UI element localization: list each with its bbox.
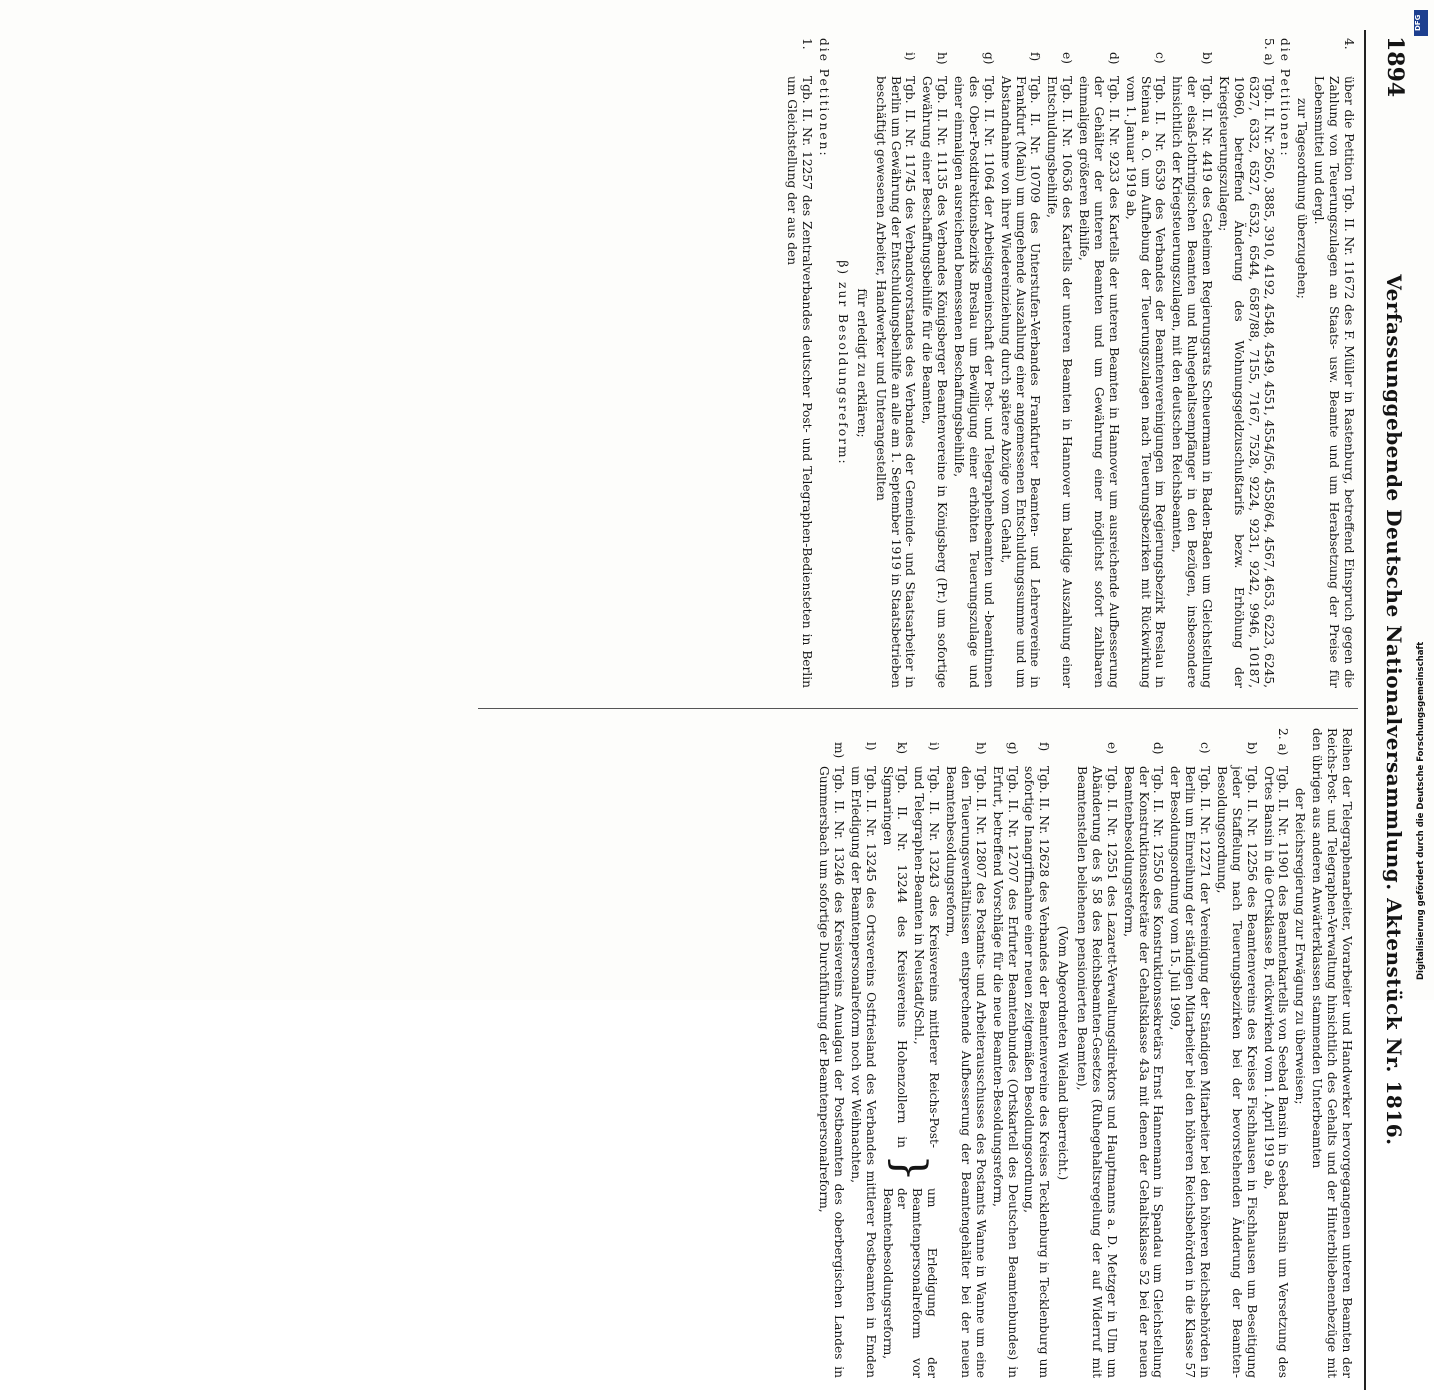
right-column xyxy=(814,728,1356,1378)
item-label: f) xyxy=(1037,742,1052,752)
item-5g xyxy=(951,38,996,688)
item-text: Tgb. II. Nr. 10709 des Unterstufen-Verbandes Frankfurter Beamten- und Lehrervereine in Frankfurt (Main) um umgehende Auszahlung einer angemessenen Entschuldungssumme und um Abstandnahme von ihrer Wiedereinziehung durch spätere Abzüge vom Gehalt, xyxy=(998,76,1043,688)
item-text: Tgb. II. Nr. 12807 des Postamts- und Arbeiterausschusses des Postamts Wanne in Wanne um eine den Teuerungsverhältnissen entsprechende Aufbesserung der Beamtengehälter bei der neuen Beamtenbesoldungsreform, xyxy=(944,766,988,1378)
page-title: Verfassunggebende Deutsche Nationalversammlung. Aktenstück Nr. 1816. xyxy=(1382,274,1406,1146)
item-2h xyxy=(943,728,988,1378)
item-2e xyxy=(1074,728,1119,1378)
continuation-text: Reihen der Telegraphenarbeiter, Vorarbeiter und Handwerker hervorgegangenen unteren Beamten der Reichs-Post- und Telegraphen-Verwaltung hinsichtlich des Gehalts und der Hinterbliebenenbezüge mit den übrigen aus anderen Anwärterklassen stammenden Unterbeamten xyxy=(1310,728,1354,1378)
item-label: m) xyxy=(832,742,846,759)
item-text: Tgb. II. Nr. 13243 des Kreisvereins mittlerer Reichs-Post- und Telegraphen-Beamten in Neustadt/Schl., xyxy=(912,766,942,1148)
item-label: g) xyxy=(1005,742,1020,755)
item-label: c) xyxy=(1153,52,1168,64)
item-label: h) xyxy=(973,742,988,755)
item-1 xyxy=(785,38,815,688)
item-text: Tgb. II. Nr. 10636 des Kartells der unteren Beamten in Hannover um baldige Auszahlung einer Entschuldungsbeihilfe, xyxy=(1045,76,1075,688)
item-2g xyxy=(990,728,1020,1378)
item-2c xyxy=(1168,728,1213,1378)
item-text: Tgb. II. Nr. 2650, 3885, 3910, 4192, 4548, 4549, 4551, 4554/56, 4558/64, 4567, 4653, 6223, 6245, 6327, 6332, 6527, 6532, 6544, 6587/88, 7155, 7167, 7528, 9224, 9231, 9242, 9946, 10187, 10960, betreffend Änderung des Wohnungsgeldzuschußtarifs bezw. Erhöhung der Kriegsteuerungszulagen; xyxy=(1217,76,1276,688)
submission-note: (Vom Abgeordneten Wieland überreicht.) xyxy=(1056,925,1071,1181)
item-text: Tgb. II. Nr. 11901 des Beamtenkartells von Seebad Bansin in Seebad Bansin um Versetzung des Ortes Bansin in die Ortsklasse B, rückwirkend vom 1. April 1919 ab, xyxy=(1261,766,1291,1378)
item-text: Tgb. II. Nr. 13244 des Kreisvereins Hohenzollern in Sigmaringen xyxy=(880,766,910,1148)
item-5c xyxy=(1123,38,1168,688)
item-text: Tgb. II. Nr. 12628 des Verbandes der Beamtenvereine des Kreises Tecklenburg in Tecklenburg um sofortige Inangriffnahme einer neuen zeitgemäßen Besoldungsordnung, xyxy=(1022,766,1052,1378)
item-label: b) xyxy=(1200,52,1215,65)
petitions-intro: die Petitionen: xyxy=(1278,38,1293,158)
item-2d xyxy=(1121,728,1166,1378)
item-label: c) xyxy=(1198,742,1213,754)
item-text: Tgb. II. Nr. 13245 des Ortsvereins Ostfriesland des Verbandes mittlerer Postbeamten in Emden um Erledigung der Beamtenpersonalreform noch vor Weihnachten, xyxy=(848,766,878,1378)
bracketed-group xyxy=(878,728,942,1378)
item-label: i) xyxy=(927,742,942,751)
dfg-logo: DFG xyxy=(1414,10,1428,36)
item-label: e) xyxy=(1104,742,1119,754)
rotated-page-content xyxy=(470,30,1410,1390)
item-text: Tgb. II. Nr. 12271 der Vereinigung der Ständigen Mitarbeiter bei den höheren Reichsbehörden in Berlin um Einreihung der ständigen Mitarbeiter bei den höheren Reichsbehörden in die Klasse 57 der Besoldungsordnung vom 15. Juli 1909, xyxy=(1168,766,1213,1378)
item-text: Tgb. II. Nr. 13246 des Kreisvereins Anualgau der Postbeamten des oberbergischen Landes in Gummersbach um sofortige Durchführung der Beamtenpersonalreform, xyxy=(817,766,846,1378)
item-label: f) xyxy=(1028,52,1043,62)
item-5f xyxy=(998,38,1043,688)
bracket-items xyxy=(878,728,942,1148)
column-divider xyxy=(478,708,1358,709)
item-2k xyxy=(880,728,910,1148)
item-label: 2. a) xyxy=(1276,728,1291,756)
item-text: Tgb. II. Nr. 4419 des Geheimen Regierungsrats Scheuermann in Baden-Baden um Gleichstellung der elsaß-lothringischen Beamten und Ruhegehaltsempfänger in den Bezügen, insbesondere hinsichtlich der Kriegsteuerungszulagen, mit den deutschen Reichsbeamten, xyxy=(1170,76,1215,688)
petitions-intro: die Petitionen: xyxy=(817,38,832,158)
item-5a xyxy=(1216,38,1276,688)
item-text: Tgb. II. Nr. 12257 des Zentralverbandes deutscher Post- und Telegraphen-Bediensteten in Berlin um Gleichstellung der aus den xyxy=(785,76,815,688)
item-label: b) xyxy=(1244,742,1259,755)
item-label: d) xyxy=(1151,742,1166,755)
page-number: 1894 xyxy=(1382,36,1408,98)
item-2f xyxy=(1022,728,1052,1378)
item-label: i) xyxy=(903,52,918,61)
item-2l xyxy=(848,728,878,1378)
item-label: d) xyxy=(1106,52,1121,65)
item-text: Tgb. II. Nr. 9233 des Kartells der unteren Beamten in Hannover um ausreichende Aufbesserung der Gehälter der unteren Beamten und um Gewährung einer möglichst sofort zahlbaren einmaligen größeren Beihilfe, xyxy=(1077,76,1121,688)
bracket-text: um Erledigung der Beamtenpersonalreform vor der Beamtenbesoldungsreform, xyxy=(880,1188,940,1378)
item-text: Tgb. II. Nr. 12256 des Beamtenvereins des Kreises Fischhausen in Fischhausen um Beseitigung jeder Staffelung nach Teuerungsbezirken bei der bevorstehenden Änderung der Beamten-Besoldungsordnung, xyxy=(1215,766,1259,1378)
item-5e xyxy=(1045,38,1075,688)
left-column xyxy=(783,38,1357,688)
item-text: Tgb. II. Nr. 11135 des Verbandes Königsberger Beamtenvereine in Königsberg (Pr.) um sofortige Gewährung einer Beschaffungsbeihilfe für die Beamten, xyxy=(920,76,950,688)
item-5i xyxy=(873,38,918,688)
document-page xyxy=(50,30,1408,1390)
item-label: 1. xyxy=(800,38,815,50)
item-5b xyxy=(1170,38,1215,688)
item-text: Tgb. II. Nr. 12551 des Lazarett-Verwaltungsdirektors und Hauptmanns a. D. Metzger in Ulm um Abänderung des § 58 des Reichsbeamten-Gesetzes (Ruhegehaltsregelung der auf Widerruf mit Beamtenstellen beliehenen pensionierten Beamten), xyxy=(1075,766,1119,1378)
curly-bracket: } xyxy=(884,1154,936,1182)
item-text: Tgb. II. Nr. 12707 des Erfurter Beamtenbundes (Ortskartell des Deutschen Beamtenbundes) in Erfurt, betreffend Vorschläge für die neue Beamten-Besoldungsreform, xyxy=(990,766,1020,1378)
item-label: g) xyxy=(981,52,996,65)
item-2i xyxy=(912,728,942,1148)
item-2m xyxy=(816,728,846,1378)
item-4 xyxy=(1311,38,1356,688)
resolution-text: für erledigt zu erklären; xyxy=(854,288,869,438)
item-5d xyxy=(1076,38,1121,688)
item-text: über die Petition Tgb. II. Nr. 11672 des F. Müller in Rastenburg, betreffend Einspruch gegen die Zahlung von Teuerungszulagen an Staats- usw. Beamte und um Herabsetzung der Preise für Lebensmittel und dergl. xyxy=(1312,76,1356,688)
item-label: k) xyxy=(895,742,910,755)
item-text: Tgb. II. Nr. 11064 der Arbeitsgemeinschaft der Post- und Telegraphenbeamten und -beamtinnen des Ober-Postdirektionsbezirks Breslau um Bewilligung einer erhöhten Teuerungszulage und einer einmaligen ausreichend bemessenen Beschaffungsbeihilfe, xyxy=(952,76,996,688)
item-label: h) xyxy=(935,52,950,65)
resolution-text: zur Tagesordnung überzugehen; xyxy=(1295,98,1310,299)
item-label: l) xyxy=(863,742,878,751)
item-5h xyxy=(920,38,950,688)
item-text: Tgb. II. Nr. 12550 des Konstruktionssekretärs Ernst Hannemann in Spandau um Gleichstellung der Konstruktionssekretäre der Gehaltsklasse 43a mit denen der Gehaltsklasse 52 bei der neuen Beamtenbesoldungsreform, xyxy=(1121,766,1166,1378)
item-label: e) xyxy=(1060,52,1075,64)
page-header xyxy=(1364,30,1410,1390)
item-label: 4. xyxy=(1342,38,1356,50)
section-heading: β) zur Besoldungsreform: xyxy=(836,260,850,466)
item-text: Tgb. II. Nr. 11745 des Verbandsvorstandes des Verbandes der Gemeinde- und Staatsarbeiter in Berlin um Gewährung der Entschuldungsbeihilfe an alle am 1. September 1919 in Staatsbetrieben beschäftigt gewesenen Arbeiter, Handwerker und Unterangestellten xyxy=(873,76,918,688)
item-text: Tgb. II. Nr. 6539 des Verbandes der Beamtenvereinigungen im Regierungsbezirk Breslau in Steinau a. O. um Aufhebung der Teuerungszulagen nach Teuerungsbezirken mit Rückwirkung vom 1. Januar 1919 ab, xyxy=(1123,76,1168,688)
item-2b xyxy=(1214,728,1259,1378)
item-2a xyxy=(1261,728,1291,1378)
resolution-text: der Reichsregierung zur Erwägung zu überweisen; xyxy=(1293,788,1308,1105)
item-label: 5. a) xyxy=(1261,38,1276,66)
funding-note: Digitalisierung gefördert durch die Deutsche Forschungsgemeinschaft xyxy=(1416,641,1426,980)
